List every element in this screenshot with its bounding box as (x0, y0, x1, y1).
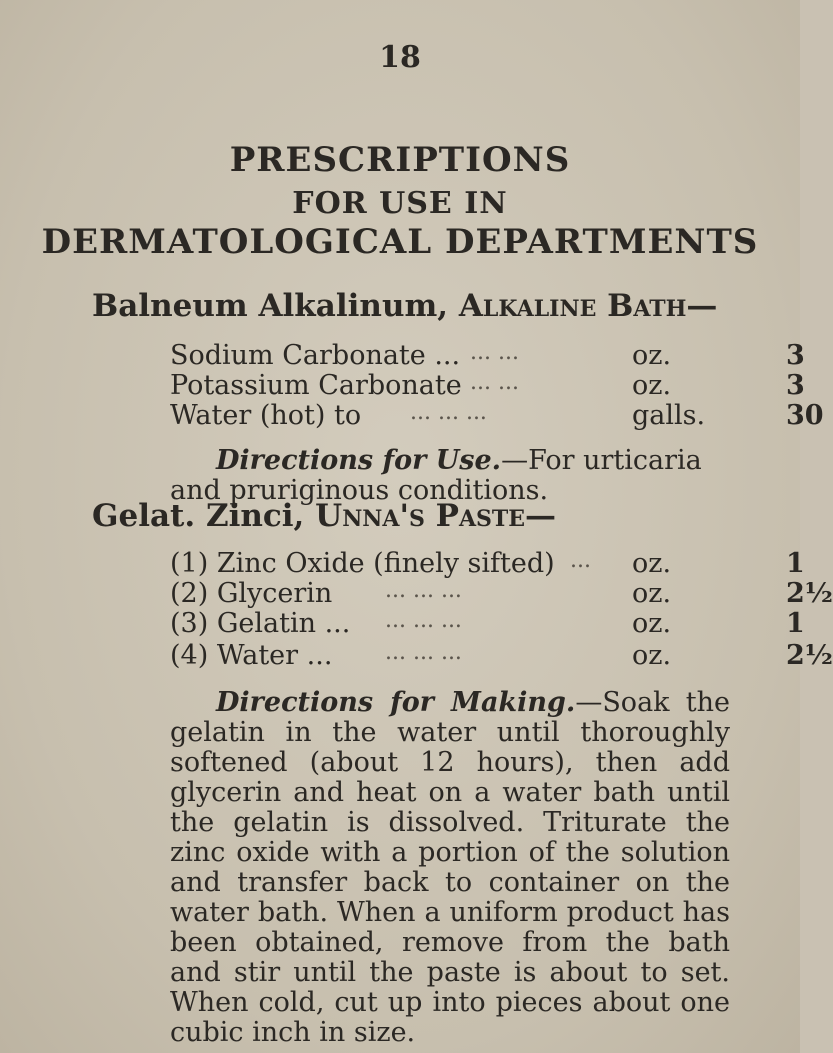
bath-directions (170, 446, 730, 506)
leader-dots: ... ... ... (410, 400, 487, 425)
leader-dots: ... ... (470, 370, 519, 395)
heading-english: Unna's Paste— (315, 498, 557, 534)
leader-dots: ... ... ... (385, 578, 462, 603)
ingredient-name: (4) Water ... (170, 640, 333, 671)
title-line-1: PRESCRIPTIONS (229, 140, 571, 180)
ingredient-quantity: 2½ (786, 640, 833, 671)
ingredient-quantity: 2½ (786, 578, 833, 609)
ingredient-name: (3) Gelatin ... (170, 608, 351, 639)
ingredient-unit: oz. (632, 548, 672, 579)
ingredient-quantity: 1 (786, 608, 805, 639)
ingredient-unit: galls. (632, 400, 706, 431)
ingredient-name: Water (hot) to (170, 400, 362, 431)
unna-paste-heading (92, 498, 556, 534)
heading-latin: Balneum Alkalinum, (92, 288, 459, 324)
ingredient-unit: oz. (632, 340, 672, 371)
title-line-3: DERMATOLOGICAL DEPARTMENTS (41, 222, 759, 262)
alkaline-bath-heading (92, 288, 717, 324)
page-number: 18 (379, 40, 421, 75)
leader-dots: ... ... ... (385, 608, 462, 633)
ingredient-quantity: 1 (786, 548, 805, 579)
ingredient-unit: oz. (632, 578, 672, 609)
directions-lead: Directions for Making. (216, 687, 576, 718)
ingredient-row (170, 640, 833, 678)
leader-dots: ... ... ... (385, 640, 462, 665)
directions-text: —Soak the gelatin in the water until thoroughly softened (about 12 hours), then add glycerin and heat on a water bath until the gelatin is dissolved. Triturate the zinc oxide with a portion of the solution and transfer back to container on the water bath. When a uniform product has been obtained, remove from the bath and stir until the paste is about to set. When cold, cut up into pieces about one cubic inch in size. (170, 687, 730, 1048)
ingredient-name: (2) Glycerin (170, 578, 333, 609)
ingredient-quantity: 3 (786, 340, 805, 371)
ingredient-name: Potassium Carbonate (170, 370, 462, 401)
ingredient-name: (1) Zinc Oxide (finely sifted) (170, 548, 555, 579)
ingredient-row (170, 400, 824, 438)
ingredient-quantity: 30 (786, 400, 824, 431)
heading-latin: Gelat. Zinci, (92, 498, 316, 534)
ingredient-unit: oz. (632, 608, 672, 639)
paste-directions (170, 688, 730, 1048)
directions-lead: Directions for Use. (216, 445, 502, 476)
heading-english: Alkaline Bath— (458, 288, 718, 324)
leader-dots: ... (570, 548, 591, 573)
ingredient-name: Sodium Carbonate ... (170, 340, 461, 371)
directions-text: —For urticaria and pruriginous conditions. (170, 445, 702, 506)
ingredient-unit: oz. (632, 370, 672, 401)
ingredient-quantity: 3 (786, 370, 805, 401)
leader-dots: ... ... (470, 340, 519, 365)
ingredient-unit: oz. (632, 640, 672, 671)
title-line-2: FOR USE IN (292, 186, 508, 221)
